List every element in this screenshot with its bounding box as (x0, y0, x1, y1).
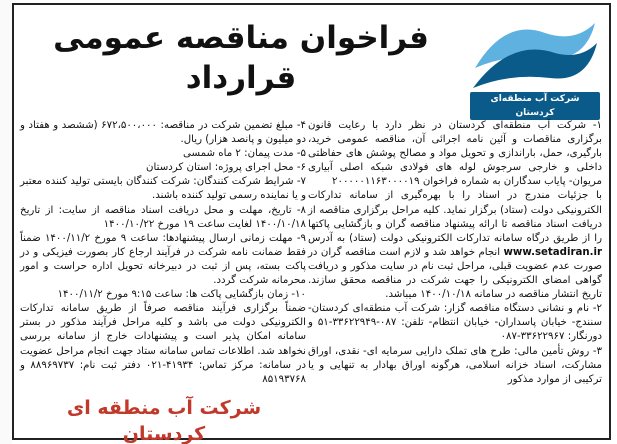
item-7-conditions: ۷- شرایط شرکت کنندگان: شرکت کنندگان بایستی تولید کننده معتبر و یا نماینده رسمی تولید کننده باشند. (20, 176, 306, 202)
item-4-guarantee: ۴- مبلغ تضمین شرکت در مناقصه: ۶۷۲،۵۰۰،۰۰۰ (ششصد و هفتاد و دو میلیون و پانصد هزار) ریال. (20, 120, 306, 146)
right-text-column (308, 119, 602, 387)
logo-svg (465, 8, 605, 98)
item-6-location: ۶- محل اجرای پروژه: استان کردستان (146, 162, 306, 174)
item-8-document-dates: ۸- تاریخ، مهلت و محل دریافت اسناد مناقصه از سایت: از تاریخ ۱۴۰۰/۱۰/۱۸ لغایت ساعت ۱۹ مورخ ۱۴۰۰/۱۰/۲۲ (20, 204, 306, 230)
paragraph-4: ۲- نام و نشانی دستگاه مناقصه گزار: شرکت آب منطقه‌ای کردستان- سنندج- خیابان پاسداران- خیابان انتظام- تلفن: ۰۸۷-۳۳۶۲۲۹۴۹-۵۱ و دورنگار: ۳۳۶۲۲۹۶۷-۰۸۷ (308, 303, 602, 343)
paragraph-2 (308, 189, 602, 302)
paragraph-1: ۱- شرکت آب منطقه‌ای کردستان در نظر دارد با رعایت قانون برگزاری مناقصات و آئین نامه اجرائی آن، مناقصه عمومی خرید، بارگیری، حمل، باراندازی و تحویل مواد و مصالح پوشش های حفاظتی داخلی و خارجی سرجوش لوله های فولادی شبکه اصلی آبیاری مریوان- پایاب سدگاران به شماره فراخوان ۲۰۰۰۰۰۱۱۶۳۰۰۰۰۱۹ (308, 120, 602, 188)
item-9-submission-deadline: ۹- مهلت زمانی ارسال پیشنهادها: ساعت ۹ مورخ ۱۴۰۰/۱۱/۲ ضمناً فقط ضمانت نامه شرکت در فرآیند ارجاع کار بصورت فیزیکی و در پاکت بسته، پس از ثبت در دبیرخانه تحویل اداره حراست و امور محرمانه شرکت گردد. (20, 232, 306, 287)
item-10-opening-time: ۱۰- زمان بازگشایی پاکت ها: ساعت ۹:۱۵ مورخ ۱۴۰۰/۱۱/۲ (57, 289, 306, 301)
logo-caption: شرکت آب منطقه‌ای کردستان (470, 92, 600, 120)
paragraph-3-text: انجام خواهد شد و لازم است مناقصه گران در صورت عدم عضویت قبلی، مراحل ثبت نام در سایت مذکور و دریافت گواهی امضای الکترونیکی را جهت شرکت در مناقصه محقق سازند. تاریخ انتشار مناقصه در سامانه ۱۴۰۰/۱۰/۱۸ میباشد. (308, 246, 602, 301)
closing-note: ضمناً برگزاری فرآیند مناقصه صرفاً از طریق سامانه تدارکات الکترونیکی دولت می باشد و کلیه مراحل فرآیند مذکور در بستر سامانه امکان پذیر است و پیشنهادات خارج از سامانه بررسی نخواهد شد. اطلاعات تماس سامانه ستاد جهت انجام مراحل عضویت در سامانه: مرکز تماس: ۴۱۹۳۴-۰۲۱ دفتر ثبت نام: ۸۸۹۶۹۷۳۷ و ۸۵۱۹۳۷۶۸ (20, 303, 306, 385)
paragraph-5: ۳- روش تأمین مالی: طرح های تملک دارایی سرمایه ای- نقدی، اوراق مشارکت، اسناد خزانه اسلامی، هرگونه اوراق بهادار به تنهایی و یا ترکیبی از موارد مذکور (308, 345, 602, 385)
ad-title: فراخوان مناقصه عمومی قرارداد (53, 20, 429, 96)
left-edge-strip (0, 0, 12, 444)
setad-website-link[interactable]: www.setadiran.ir (503, 246, 602, 258)
footer-organization-name: شرکت آب منطقه ای کردستان (66, 397, 262, 444)
left-text-column (20, 119, 306, 387)
paragraph-2-text: با جزئیات مندرج در اسناد را با بهره‌گیری از سامانه تدارکات الکترونیکی دولت (ستاد) برگزار نماید. کلیه مراحل برگزاری مناقصه از دریافت اسناد مناقصه تا ارائه پیشنهاد مناقصه گران و بازگشایی پاکتها را از طریق درگاه سامانه تدارکات الکترونیکی دولت (ستاد) به آدرس (308, 190, 602, 244)
item-5-duration: ۵- مدت پیمان: ۲ ماه شمسی (183, 148, 306, 160)
